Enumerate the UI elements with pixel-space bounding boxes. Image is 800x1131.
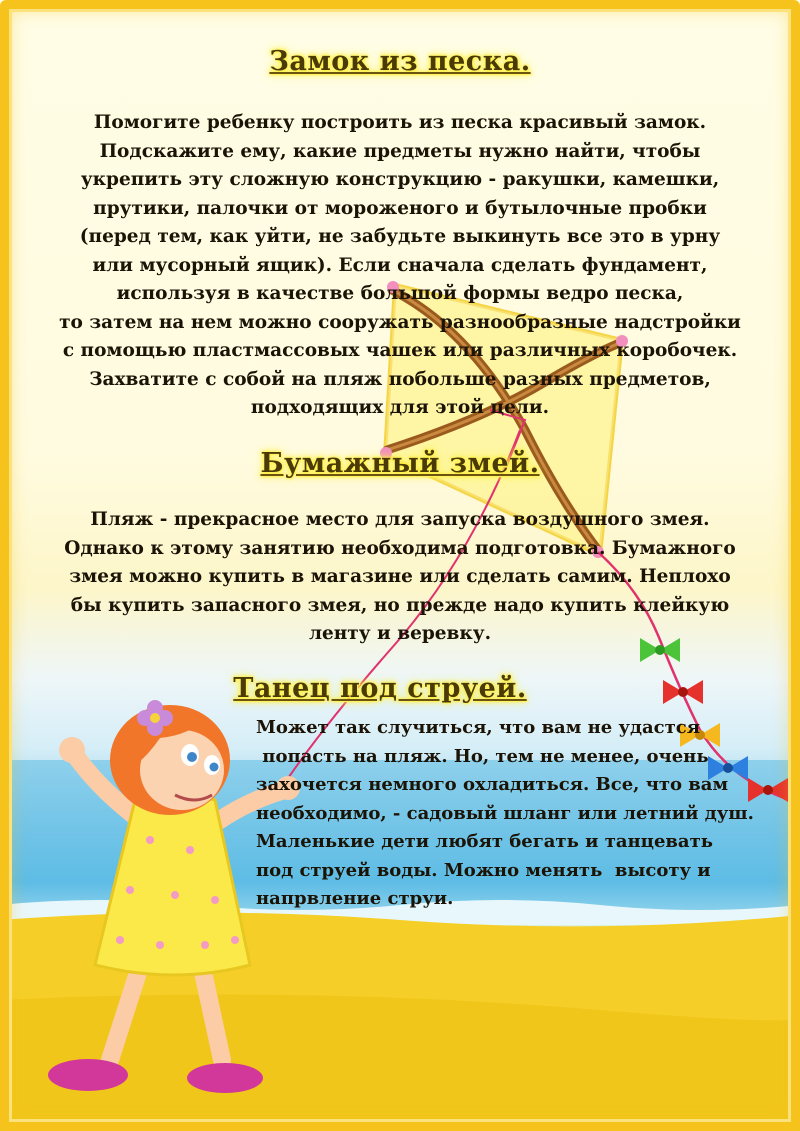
text-line: змея можно купить в магазине или сделать самим. Неплохо — [69, 566, 731, 587]
text-line: используя в качестве большой формы ведро песка, — [116, 283, 684, 304]
text-line: прутики, палочки от мороженого и бутылочные пробки — [93, 197, 707, 219]
text-line: Маленькие дети любят бегать и танцевать — [256, 831, 713, 852]
text-line: Захватите с собой на пляж побольше разных предметов, — [89, 368, 711, 390]
text-line: Пляж - прекрасное место для запуска воздушного змея. — [90, 509, 710, 530]
text-line: укрепить эту сложную конструкцию - ракушки, камешки, — [80, 169, 720, 190]
text-line: или мусорный ящик). Если сначала сделать фундамент, — [92, 254, 708, 276]
text-line: ленту и веревку. — [308, 623, 492, 644]
section-body — [0, 506, 800, 649]
section-title: Бумажный змей. — [260, 448, 540, 479]
text-line: Помогите ребенку построить из песка красивый замок. — [93, 112, 707, 133]
section-title: Танец под струей. — [233, 673, 527, 704]
text-line: бы купить запасного змея, но прежде надо купить клейкую — [70, 594, 730, 616]
text-line: под струей воды. Можно менять высоту и — [256, 859, 711, 881]
text-line: Может так случиться, что вам не удастся — [256, 717, 701, 738]
text-line: Однако к этому занятию необходима подготовка. Бумажного — [64, 537, 736, 559]
section-body — [256, 714, 786, 914]
text-line: попасть на пляж. Но, тем не менее, очень — [256, 745, 709, 767]
text-line: с помощью пластмассовых чашек или различных коробочек. — [62, 340, 738, 361]
text-line: подходящих для этой цели. — [250, 397, 550, 418]
text-line: то затем на нем можно сооружать разнообразные надстройки — [59, 311, 741, 333]
section-title: Замок из песка. — [269, 46, 531, 77]
text-line: необходимо, - садовый шланг или летний душ. — [256, 802, 754, 824]
text-line: захочется немного охладиться. Все, что вам — [256, 774, 729, 795]
text-line: напрвление струи. — [256, 888, 454, 909]
text-line: (перед тем, как уйти, не забудьте выкинуть все это в урну — [79, 226, 721, 247]
text-line: Подскажите ему, какие предметы нужно найти, чтобы — [99, 140, 701, 162]
section-body — [0, 109, 800, 423]
